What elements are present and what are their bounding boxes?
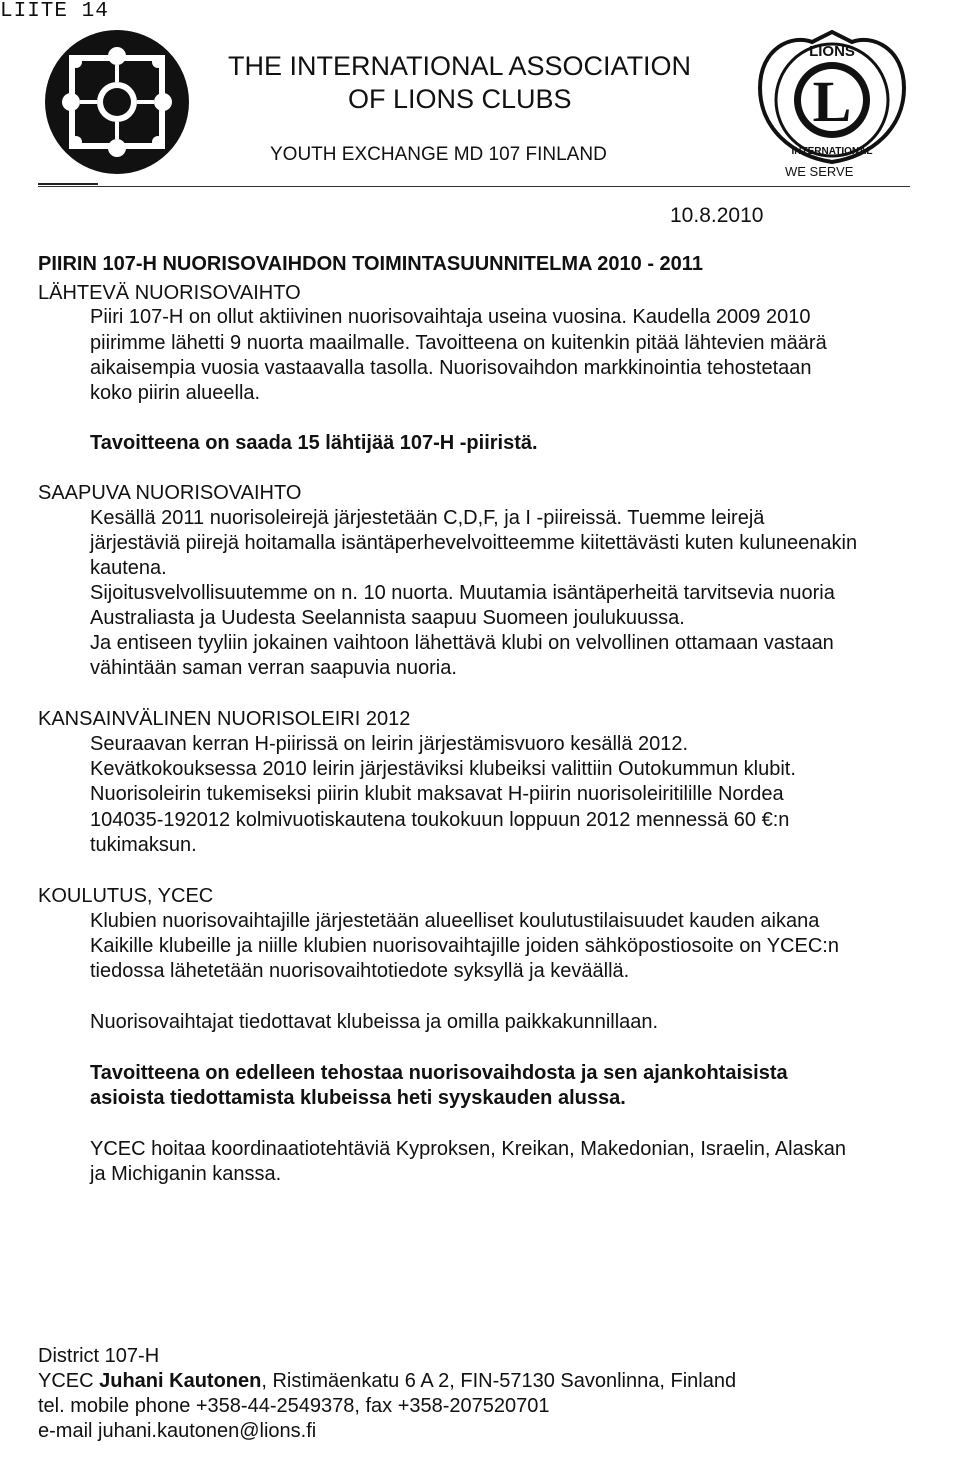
goal-statement-training-line1: Tavoitteena on edelleen tehostaa nuorisovaihdosta ja sen ajankohtaisista [90,1062,788,1084]
paragraph-line: Nuorisoleirin tukemiseksi piirin klubit maksavat H-piirin nuorisoleiritilille Nordea [90,783,784,805]
paragraph-line: tukimaksun. [90,834,197,856]
paragraph-line: 104035-192012 kolmivuotiskautena toukokuun loppuun 2012 mennessä 60 €:n [90,809,790,831]
paragraph-line: vähintään saman verran saapuvia nuoria. [90,657,457,679]
paragraph-line: YCEC hoitaa koordinaatiotehtäviä Kyproksen, Kreikan, Makedonian, Israelin, Alaskan [90,1138,846,1160]
goal-statement-outgoing: Tavoitteena on saada 15 lähtijää 107-H -piiristä. [90,432,538,454]
paragraph-line: Seuraavan kerran H-piirissä on leirin järjestämisvuoro kesällä 2012. [90,733,689,755]
paragraph-line: Kesällä 2011 nuorisoleirejä järjestetään C,D,F, ja I -piireissä. Tuemme leirejä [90,507,765,529]
document-title: PIIRIN 107-H NUORISOVAIHDON TOIMINTASUUNNITELMA 2010 - 2011 [38,253,703,275]
paragraph-line: Nuorisovaihtajat tiedottavat klubeissa ja omilla paikkakunnillaan. [90,1011,659,1033]
paragraph-line: Australiasta ja Uudesta Seelannista saapuu Suomeen joulukuussa. [90,607,685,629]
attachment-label: LIITE 14 [0,0,109,23]
paragraph-line: kautena. [90,557,167,579]
svg-text:L: L [812,69,852,134]
lions-emblem-icon [752,28,912,173]
footer-contact-line [38,1369,736,1394]
svg-text:INTERNATIONAL: INTERNATIONAL [791,146,873,157]
section-heading-outgoing: LÄHTEVÄ NUORISOVAIHTO [38,282,301,304]
footer-district: District 107-H [38,1345,160,1367]
footer-email[interactable]: e-mail juhani.kautonen@lions.fi [38,1420,317,1442]
organization-name-line1: THE INTERNATIONAL ASSOCIATION [228,51,692,81]
paragraph-line: ja Michiganin kanssa. [90,1163,282,1185]
organization-name-line2: OF LIONS CLUBS [348,84,572,114]
paragraph-line: piirimme lähetti 9 nuorta maailmalle. Tavoitteena on kuitenkin pitää lähtevien määrä [90,332,827,354]
youth-exchange-label: YOUTH EXCHANGE MD 107 FINLAND [270,144,607,165]
header-divider [38,186,910,187]
paragraph-line: aikaisempia vuosia vastaavalla tasolla. Nuorisovaihdon markkinointia tehostetaan [90,357,812,379]
paragraph-line: Klubien nuorisovaihtajille järjestetään alueelliset koulutustilaisuudet kauden aikana [90,910,820,932]
section-heading-training: KOULUTUS, YCEC [38,885,214,907]
youth-exchange-emblem-icon [42,28,192,181]
paragraph-line: koko piirin alueella. [90,382,261,404]
motto-label: WE SERVE [785,164,854,179]
document-date: 10.8.2010 [670,204,764,227]
paragraph-line: Sijoitusvelvollisuutemme on n. 10 nuorta. Muutamia isäntäperheitä tarvitsevia nuoria [90,582,835,604]
paragraph-line: Piiri 107-H on ollut aktiivinen nuorisovaihtaja useina vuosina. Kaudella 2009 2010 [90,306,811,328]
footer-phone: tel. mobile phone +358-44-2549378, fax +358-207520701 [38,1395,550,1417]
goal-statement-training-line2: asioista tiedottamista klubeissa heti syyskauden alussa. [90,1087,626,1109]
section-heading-camp: KANSAINVÄLINEN NUORISOLEIRI 2012 [38,708,411,730]
svg-text:LIONS: LIONS [809,43,855,60]
footer-address: , Ristimäenkatu 6 A 2, FIN-57130 Savonlinna, Finland [261,1370,737,1392]
footer-ycec-label: YCEC [38,1370,100,1392]
paragraph-line: tiedossa lähetetään nuorisovaihtotiedote syksyllä ja keväällä. [90,960,630,982]
footer-contact-name: Juhani Kautonen [99,1370,262,1392]
paragraph-line: Kaikille klubeille ja niille klubien nuorisovaihtajille joiden sähköpostiosoite on YCEC:n [90,935,839,957]
paragraph-line: Ja entiseen tyyliin jokainen vaihtoon lähettävä klubi on velvollinen ottamaan vastaan [90,632,834,654]
header-underline-accent [38,183,98,185]
section-heading-incoming: SAAPUVA NUORISOVAIHTO [38,482,302,504]
paragraph-line: järjestäviä piirejä hoitamalla isäntäperhevelvoitteemme kiitettävästi kuten kuluneenakin [90,532,858,554]
paragraph-line: Kevätkokouksessa 2010 leirin järjestäviksi klubeiksi valittiin Outokummun klubit. [90,758,796,780]
